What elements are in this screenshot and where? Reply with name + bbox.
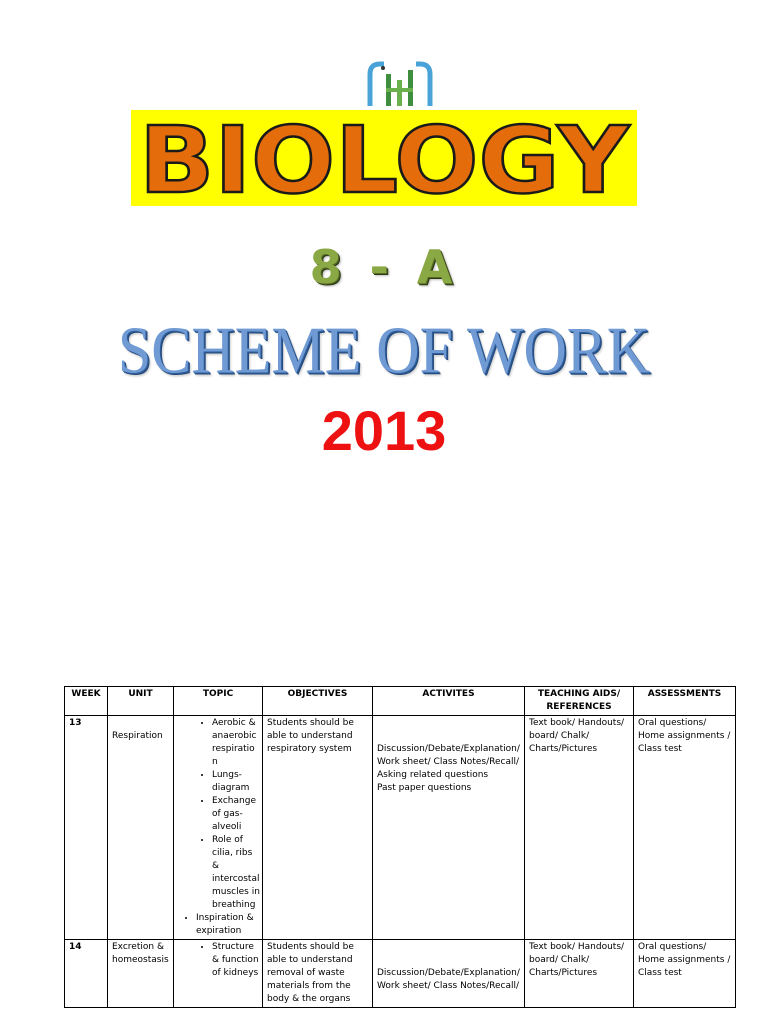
subject-banner	[131, 110, 637, 206]
objectives-cell: Students should be able to understand removal of waste materials from the body & the organs	[263, 940, 373, 1008]
assessments-cell: Oral questions/ Home assignments / Class test	[634, 716, 736, 940]
unit-cell: Respiration	[108, 716, 174, 940]
aids-cell: Text book/ Handouts/ board/ Chalk/ Charts/Pictures	[525, 940, 634, 1008]
table-row	[65, 716, 736, 940]
table-header-row	[65, 687, 736, 716]
objectives-cell: Students should be able to understand respiratory system	[263, 716, 373, 940]
topic-cell	[174, 940, 263, 1008]
topic-item: • Role of cilia, ribs & intercostal muscles in breathing	[212, 834, 260, 912]
class-name: 8 - A	[309, 240, 459, 294]
school-logo-icon	[362, 60, 438, 112]
topic-item: • Exchange of gas-alveoli	[212, 795, 260, 834]
col-objectives: OBJECTIVES	[263, 687, 373, 716]
subject-title: BIOLOGY	[139, 110, 631, 206]
col-topic: TOPIC	[174, 687, 263, 716]
col-assessments: ASSESSMENTS	[634, 687, 736, 716]
col-week: WEEK	[65, 687, 108, 716]
topic-item: • Inspiration & expiration	[196, 912, 260, 938]
scheme-table	[64, 686, 736, 1008]
year: 2013	[321, 399, 447, 462]
topic-item: • Structure & function of kidneys	[212, 941, 260, 980]
col-aids: TEACHING AIDS/ REFERENCES	[525, 687, 634, 716]
activities-cell: Discussion/Debate/Explanation/ Work sheet/ Class Notes/Recall/ Asking related questions Past paper questions	[373, 716, 525, 940]
document-title: SCHEME OF WORK	[117, 313, 651, 388]
unit-cell: Excretion & homeostasis	[108, 940, 174, 1008]
topic-item: • Lungs-diagram	[212, 769, 260, 795]
aids-cell: Text book/ Handouts/ board/ Chalk/ Charts/Pictures	[525, 716, 634, 940]
week-cell: 14	[65, 940, 108, 1008]
topic-item: • Aerobic & anaerobic respiration	[212, 717, 260, 769]
week-cell: 13	[65, 716, 108, 940]
col-activities: ACTIVITES	[373, 687, 525, 716]
col-unit: UNIT	[108, 687, 174, 716]
topic-cell	[174, 716, 263, 940]
table-row	[65, 940, 736, 1008]
assessments-cell: Oral questions/ Home assignments / Class test	[634, 940, 736, 1008]
activities-cell: Discussion/Debate/Explanation/ Work sheet/ Class Notes/Recall/	[373, 940, 525, 1008]
